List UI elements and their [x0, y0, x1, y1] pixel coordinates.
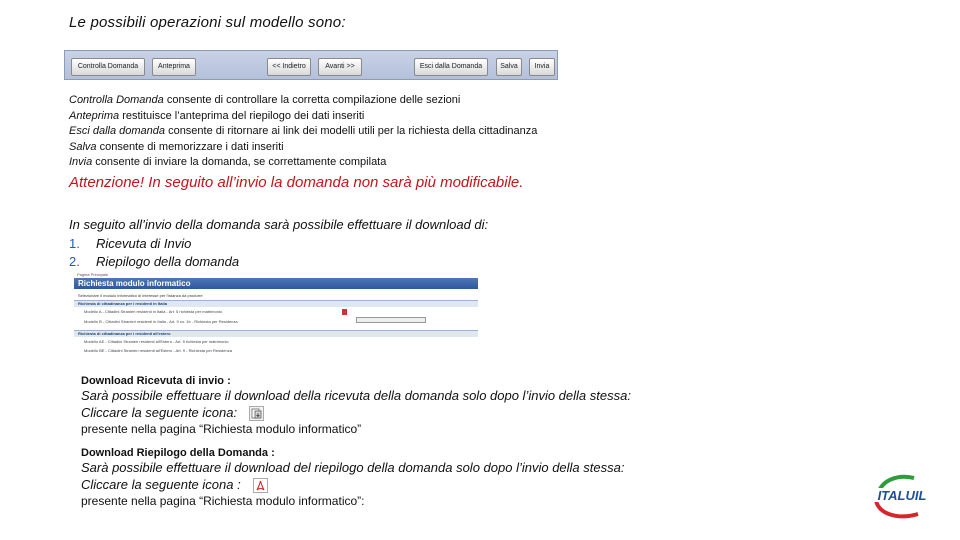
- operation-line: [69, 155, 537, 171]
- list-item: [69, 253, 488, 272]
- module-row[interactable]: Modello AE - Cittadini Stranieri residenti all'Estero - Art. 5 richiesta per matrimonio: [84, 339, 229, 344]
- module-row[interactable]: Modello A - Cittadini Stranieri residenti in Italia - Art. 5 richiesta per matrimonio: [84, 309, 223, 314]
- list-number: 1.: [69, 235, 80, 251]
- summary-instruction-text: Cliccare la seguente icona :: [81, 477, 241, 492]
- summary-location: presente nella pagina “Richiesta modulo informatico”:: [81, 494, 365, 509]
- summary-section: [81, 447, 624, 510]
- page-title-band: [74, 278, 478, 289]
- submit-button[interactable]: Invia: [529, 58, 555, 76]
- operation-term: Esci dalla domanda: [69, 125, 166, 138]
- summary-instruction: [81, 476, 624, 493]
- operation-text: restituisce l’anteprima del riepilogo dei dati inseriti: [119, 109, 365, 122]
- summary-heading: Download Riepilogo della Domanda :: [81, 447, 275, 459]
- module-row[interactable]: Modello BE - Cittadini Stranieri residenti all'Estero - Art. 9 - Richiesta per Residenza: [84, 348, 232, 353]
- operation-text: consente di controllare la corretta compilazione delle sezioni: [163, 94, 461, 106]
- section-header: [74, 300, 478, 307]
- operation-line: [69, 124, 537, 140]
- next-button[interactable]: Avanti >>: [318, 58, 362, 76]
- receipt-instruction-text: Cliccare la seguente icona:: [81, 405, 238, 420]
- receipt-section: [81, 375, 631, 438]
- list-label: Ricevuta di Invio: [96, 235, 192, 251]
- receipt-instruction: [81, 404, 631, 421]
- operation-term: Invia: [69, 156, 93, 169]
- intro-heading: Le possibili operazioni sul modello sono:: [69, 14, 346, 31]
- operation-term: Salva: [69, 140, 97, 153]
- check-application-button[interactable]: Controlla Domanda: [71, 58, 145, 76]
- operation-text: consente di memorizzare i dati inseriti: [96, 140, 284, 153]
- receipt-heading: Download Ricevuta di invio :: [81, 375, 231, 387]
- pdf-icon[interactable]: [342, 309, 347, 315]
- section-header: [74, 330, 478, 337]
- section-title: Richiesta di cittadinanza per i residenti in Italia: [78, 301, 167, 306]
- operation-line: [69, 140, 537, 156]
- operation-line: [69, 109, 537, 125]
- download-intro: In seguito all’invio della domanda sarà possibile effettuare il download di:: [69, 217, 489, 232]
- operation-line: [69, 93, 537, 109]
- receipt-text: Sarà possibile effettuare il download della ricevuta della domanda solo dopo l’invio della stessa:: [81, 388, 631, 403]
- module-row[interactable]: Modello B - Cittadini Stranieri residenti in Italia - Art. 9 co. 1b - Richiesta per Residenza: [84, 319, 238, 324]
- modules-page-screenshot: [74, 272, 478, 358]
- receipt-location: presente nella pagina “Richiesta modulo informatico”: [81, 422, 362, 437]
- breadcrumb: Pagina Principale: [77, 272, 109, 277]
- list-label: Riepilogo della domanda: [96, 254, 240, 269]
- operations-description: [69, 93, 537, 171]
- list-number: 2.: [69, 254, 80, 269]
- section-title: Richiesta di cittadinanza per i residenti all'estero: [78, 331, 171, 336]
- operation-text: consente di inviare la domanda, se correttamente compilata: [92, 156, 387, 169]
- preview-button[interactable]: Anteprima: [152, 58, 196, 76]
- warning-message: Attenzione! In seguito all’invio la domanda non sarà più modificabile.: [69, 174, 524, 191]
- exit-application-button[interactable]: Esci dalla Domanda: [414, 58, 488, 76]
- page-subtitle: Selezionare il modulo informatico di interesse per l'istanza da produrre: [78, 293, 203, 298]
- download-section: [69, 216, 488, 272]
- operation-text: consente di ritornare ai link dei modelli utili per la richiesta della cittadinanza: [165, 125, 538, 138]
- page-title: Richiesta modulo informatico: [78, 279, 191, 288]
- form-toolbar-screenshot: [64, 50, 558, 80]
- download-receipt-button[interactable]: [356, 317, 426, 323]
- summary-text: Sarà possibile effettuare il download del riepilogo della domanda solo dopo l’invio della stessa:: [81, 460, 625, 475]
- svg-text:ITALUIL: ITALUIL: [877, 488, 927, 503]
- italuil-logo: [868, 470, 934, 522]
- list-item: [69, 235, 488, 254]
- pdf-icon[interactable]: [253, 478, 268, 493]
- back-button[interactable]: << Indietro: [267, 58, 311, 76]
- download-receipt-icon[interactable]: [249, 406, 264, 421]
- download-list: [69, 235, 488, 272]
- operation-term: Anteprima: [69, 109, 120, 122]
- save-button[interactable]: Salva: [496, 58, 522, 76]
- operation-term: Controlla Domanda: [69, 94, 164, 106]
